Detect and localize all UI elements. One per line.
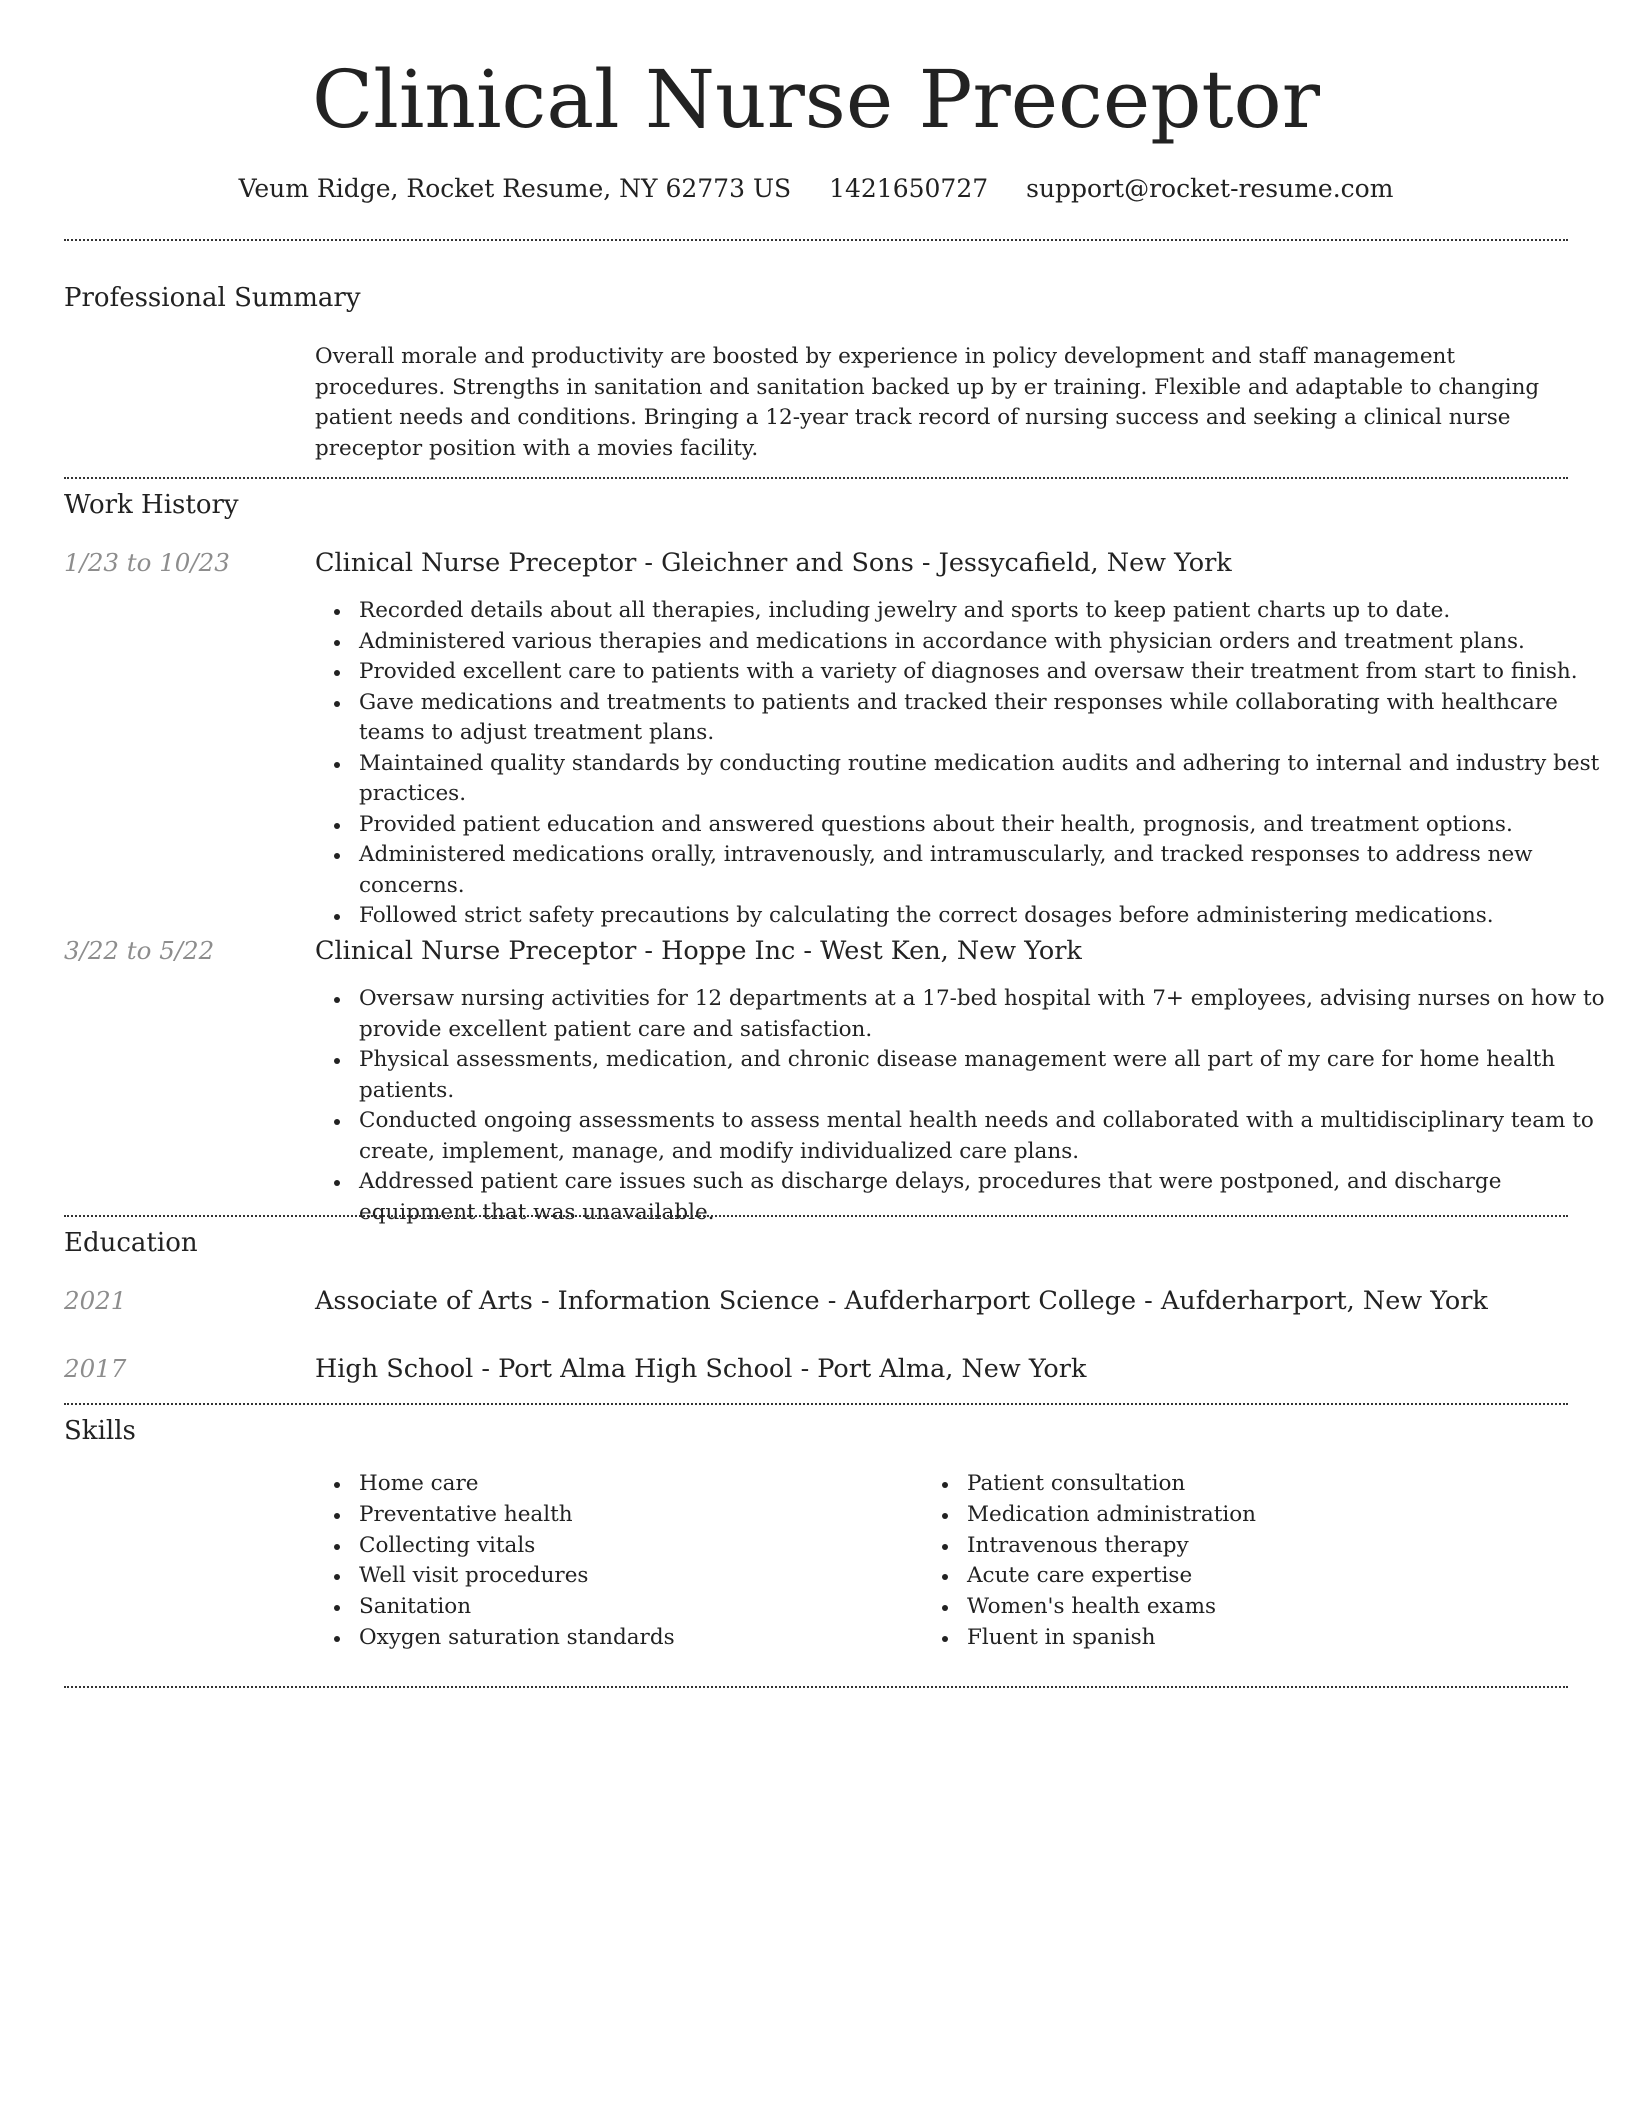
- skill-item: Fluent in spanish: [967, 1623, 1567, 1654]
- contact-phone: 1421650727: [829, 174, 989, 203]
- education-entry: Associate of Arts - Information Science - Aufderharport College - Aufderharport, New York: [315, 1286, 1488, 1316]
- skill-item: Patient consultation: [967, 1469, 1567, 1500]
- skills-list-right: [923, 1469, 1567, 1654]
- section-title-summary: Professional Summary: [64, 283, 361, 313]
- list-item: Followed strict safety precautions by calculating the correct dosages before administering medications.: [359, 901, 1614, 932]
- skill-item: Medication administration: [967, 1500, 1567, 1531]
- job-dates: 1/23 to 10/23: [64, 548, 230, 577]
- list-item: Administered various therapies and medications in accordance with physician orders and treatment plans.: [359, 627, 1614, 658]
- skill-item: Well visit procedures: [359, 1561, 919, 1592]
- skill-item: Women's health exams: [967, 1592, 1567, 1623]
- list-item: Addressed patient care issues such as discharge delays, procedures that were postponed, and discharge equipment that was unavailable.: [359, 1167, 1614, 1228]
- section-title-work: Work History: [64, 490, 239, 520]
- job-title: Clinical Nurse Preceptor - Hoppe Inc - West Ken, New York: [315, 936, 1082, 966]
- skill-item: Collecting vitals: [359, 1531, 919, 1562]
- skill-item: Intravenous therapy: [967, 1531, 1567, 1562]
- job-title: Clinical Nurse Preceptor - Gleichner and Sons - Jessycafield, New York: [315, 548, 1232, 578]
- divider: [64, 239, 1568, 241]
- job-bullets: [315, 596, 1614, 932]
- skill-item: Home care: [359, 1469, 919, 1500]
- section-title-education: Education: [64, 1228, 198, 1258]
- list-item: Provided patient education and answered questions about their health, prognosis, and treatment options.: [359, 810, 1614, 841]
- contact-line: [0, 172, 1632, 206]
- divider: [64, 1403, 1568, 1405]
- contact-email: support@rocket-resume.com: [1026, 174, 1394, 203]
- education-year: 2017: [64, 1354, 127, 1383]
- list-item: Maintained quality standards by conducting routine medication audits and adhering to internal and industry best practices.: [359, 749, 1614, 810]
- list-item: Gave medications and treatments to patients and tracked their responses while collaborating with healthcare teams to adjust treatment plans.: [359, 688, 1614, 749]
- divider: [64, 1686, 1568, 1688]
- list-item: Provided excellent care to patients with a variety of diagnoses and oversaw their treatment from start to finish.: [359, 657, 1614, 688]
- contact-address: Veum Ridge, Rocket Resume, NY 62773 US: [238, 174, 792, 203]
- list-item: Conducted ongoing assessments to assess mental health needs and collaborated with a multidisciplinary team to create, implement, manage, and modify individualized care plans.: [359, 1106, 1614, 1167]
- education-year: 2021: [64, 1286, 127, 1315]
- skills-list-left: [315, 1469, 919, 1654]
- skill-item: Preventative health: [359, 1500, 919, 1531]
- job-bullets: [315, 984, 1614, 1228]
- list-item: Oversaw nursing activities for 12 departments at a 17-bed hospital with 7+ employees, advising nurses on how to provide excellent patient care and satisfaction.: [359, 984, 1614, 1045]
- skill-item: Sanitation: [359, 1592, 919, 1623]
- list-item: Recorded details about all therapies, including jewelry and sports to keep patient charts up to date.: [359, 596, 1614, 627]
- skill-item: Oxygen saturation standards: [359, 1623, 919, 1654]
- list-item: Physical assessments, medication, and chronic disease management were all part of my care for home health patients.: [359, 1045, 1614, 1106]
- summary-text: Overall morale and productivity are boosted by experience in policy development and staff management procedures. Strengths in sanitation and sanitation backed up by er training. Flexible and adaptable to changing patient needs and conditions. Bringing a 12-year track record of nursing success and seeking a clinical nurse preceptor position with a movies facility.: [315, 344, 1540, 461]
- divider: [64, 1215, 1568, 1217]
- skill-item: Acute care expertise: [967, 1561, 1567, 1592]
- job-dates: 3/22 to 5/22: [64, 936, 215, 965]
- education-entry: High School - Port Alma High School - Port Alma, New York: [315, 1354, 1087, 1384]
- candidate-name: Clinical Nurse Preceptor: [312, 53, 1320, 146]
- list-item: Administered medications orally, intravenously, and intramuscularly, and tracked responses to address new concerns.: [359, 840, 1614, 901]
- divider: [64, 477, 1568, 479]
- section-title-skills: Skills: [64, 1416, 136, 1446]
